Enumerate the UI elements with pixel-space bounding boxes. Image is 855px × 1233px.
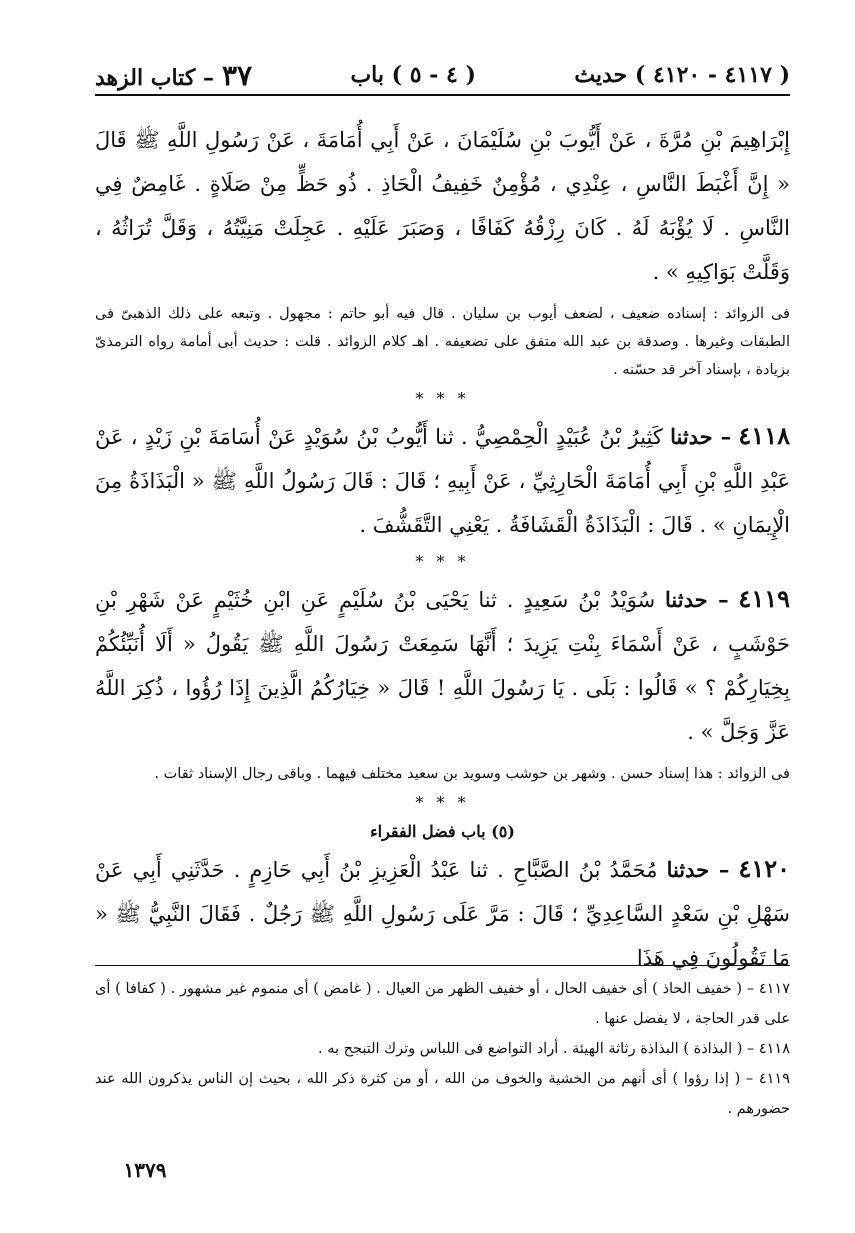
- hadith-4117-continued: إِبْرَاهِيمَ بْنِ مُرَّةَ ، عَنْ أَيُّوبَ بْنِ سُلَيْمَانَ ، عَنْ أَبِي أُمَامَةَ ، عَنْ رَسُولِ اللَّهِ ﷺ قَالَ « إِنَّ أَغْبَطَ النَّاسِ ، عِنْدِي ، مُؤْمِنٌ خَفِيفُ الْحَاذِ . ذُو حَظٍّ مِنْ صَلَاةٍ . غَامِضٌ فِي النَّاسِ . لَا يُؤْبَهُ لَهُ . كَانَ رِزْقُهُ كَفَافًا ، وَصَبَرَ عَلَيْهِ . عَجِلَتْ مَنِيَّتُهُ ، وَقَلَّ تُرَاثُهُ ، وَقَلَّتْ بَوَاكِيهِ » .: [95, 128, 790, 284]
- separator-stars: * * *: [415, 552, 470, 571]
- page-number: ١٣٧٩: [123, 1158, 167, 1182]
- hadith-text: كَثِيرُ بْنُ عُبَيْدٍ الْحِمْصِيُّ . ثنا أَيُّوبُ بْنُ سُوَيْدٍ عَنْ أُسَامَةَ بْنِ زَيْدٍ ، عَنْ عَبْدِ اللَّهِ بْنِ أَبِي أُمَامَةَ الْحَارِثِيِّ ، عَنْ أَبِيهِ ؛ قَالَ : قَالَ رَسُولُ اللَّهِ ﷺ « الْبَذَاذَةُ مِنَ الْإِيمَانِ » . قَالَ : الْبَذَاذَةُ الْقَشَافَةُ . يَعْنِي التَّقَشُّفَ .: [95, 425, 790, 537]
- hadith-4119: [95, 577, 790, 754]
- hadith-text: مُحَمَّدُ بْنُ الصَّبَّاحِ . ثنا عَبْدُ الْعَزِيزِ بْنُ أَبِي حَازِمٍ . حَدَّثَنِي أَبِي عَنْ سَهْلِ بْنِ سَعْدٍ السَّاعِدِيِّ ؛ قَالَ : مَرَّ عَلَى رَسُولِ اللَّهِ ﷺ رَجُلٌ . فَقَالَ النَّبِيُّ ﷺ « مَا تَقُولُونَ فِي هَذَا: [95, 858, 790, 970]
- haddathana: – حدثنا: [670, 424, 732, 449]
- hadith-number: ٤١٢٠: [738, 854, 790, 883]
- hadith-4118: [95, 414, 790, 547]
- separator-stars-small: * * *: [415, 793, 470, 812]
- footnotes: [95, 965, 790, 1124]
- hadith-text: سُوَيْدُ بْنُ سَعِيدٍ . ثنا يَحْيَى بْنُ سُلَيْمٍ عَنِ ابْنِ خُثَيْمٍ عَنْ شَهْرِ بْنِ حَوْشَبٍ ، عَنْ أَسْمَاءَ بِنْتِ يَزِيدَ ؛ أَنَّهَا سَمِعَتْ رَسُولَ اللَّهِ ﷺ يَقُولُ « أَلَا أُنَبِّئُكُمْ بِخِيَارِكُمْ ؟ » قَالُوا : بَلَى . يَا رَسُولَ اللَّهِ ! قَالَ « خِيَارُكُمُ الَّذِينَ إِذَا رُؤُوا ، ذُكِرَ اللَّهُ عَزَّ وَجَلَّ » .: [95, 588, 790, 744]
- main-text: [95, 118, 790, 980]
- haddathana: – حدثنا: [666, 857, 730, 882]
- hadith-number: ٤١١٩: [738, 584, 790, 613]
- header-bab: [350, 62, 475, 88]
- chapter-title: (٥) باب فضل الفقراء: [370, 822, 515, 841]
- header-book: [95, 59, 252, 92]
- header-book-title: – كتاب الزهد: [95, 64, 214, 91]
- separator-stars: * * *: [415, 389, 470, 408]
- hadith-number: ٤١١٨: [738, 421, 790, 450]
- footnote: ٤١١٩ – ( إذا رؤوا ) أى أنهم من الخشية والخوف من الله ، أو من كثرة ذكر الله ، بحيث إن الناس يذكرون الله عند حضورهم .: [95, 1071, 790, 1117]
- footnote: ٤١١٧ – ( خفيف الحاذ ) أى خفيف الحال ، أو خفيف الظهر من العيال . ( غامض ) أى منموم غير مشهور . ( كفافا ) أى على قدر الحاجة ، لا يفضل عنها .: [95, 981, 790, 1027]
- zawaid-note-4117: فى الزوائد : إسناده ضعيف ، لضعف أيوب بن سليان . قال فيه أبو حاتم : مجهول . وتبعه على ذلك الذهبىّ فى الطبقات وغيرها . وصدقة بن عبد الله متفق على تضعيفه . اهـ كلام الزوائد . قلت : حديث أبى أمامة رواه الترمذىّ بزيادة ، بإسناد آخر قد حسّنه .: [95, 306, 790, 378]
- running-header: [95, 56, 790, 96]
- hadith-4120: [95, 847, 790, 980]
- haddathana: – حدثنا: [665, 587, 729, 612]
- header-hadith-range-text: ( ٤١١٧ - ٤١٢٠ ) حديث: [574, 62, 790, 88]
- header-page-no: ٣٧: [221, 58, 253, 92]
- header-hadith-range: [574, 62, 790, 88]
- footnote: ٤١١٨ – ( البذاذة ) البذاذة رثاثة الهيئة . أراد التواضع فى اللباس وترك التبجح به .: [318, 1041, 790, 1057]
- zawaid-note-4119: فى الزوائد : هذا إسناد حسن . وشهر بن حوشب وسويد بن سعيد مختلف فيهما . وباقى رجال الإسناد ثقات .: [154, 766, 790, 782]
- header-bab-text: ( ٤ - ٥ ) باب: [350, 62, 476, 88]
